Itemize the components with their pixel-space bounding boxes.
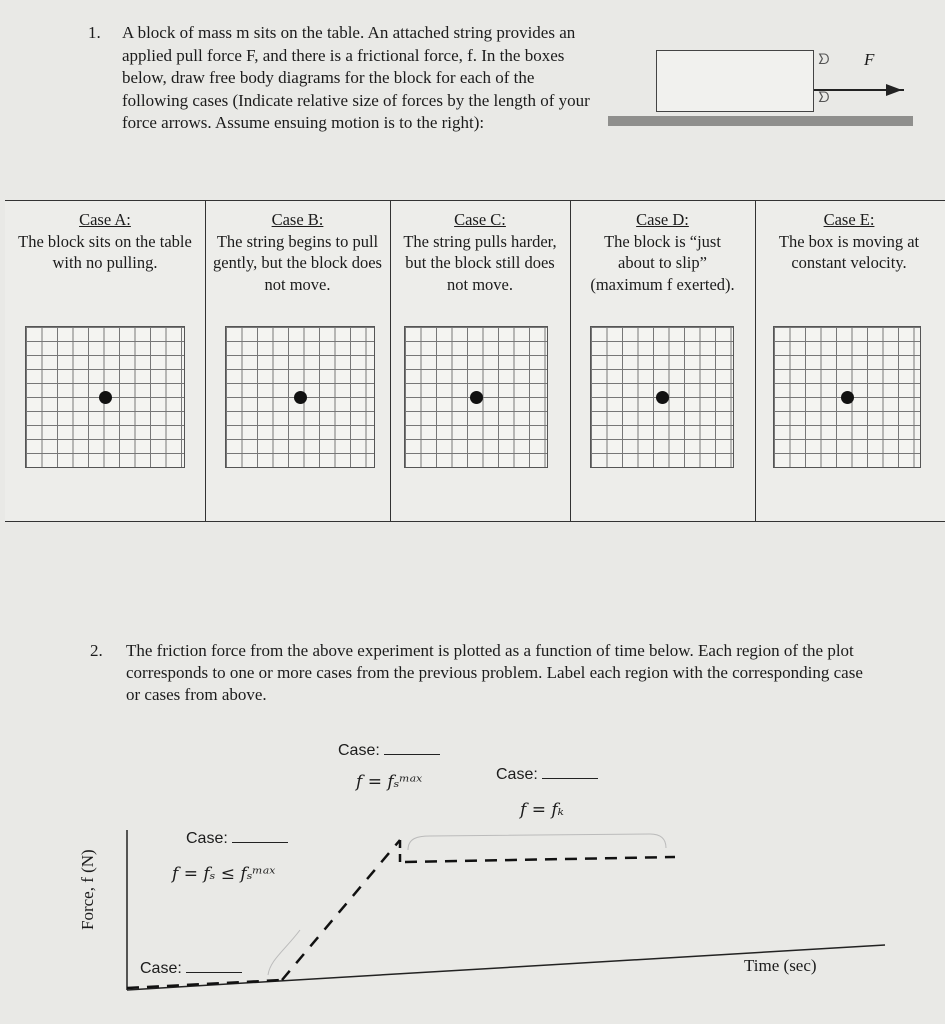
y-axis-label: Force, f (N) bbox=[78, 849, 97, 930]
case-blank-max[interactable] bbox=[384, 754, 440, 755]
equation-max: f = fₛᵐᵃˣ bbox=[356, 772, 423, 792]
region-zero bbox=[127, 980, 282, 988]
case-d-description: The block is “just about to slip” (maximum f exerted). bbox=[590, 231, 735, 294]
case-label-max: Case: bbox=[338, 742, 440, 760]
case-e-description: The box is moving at constant velocity. bbox=[778, 231, 920, 272]
region-kinetic bbox=[405, 857, 675, 862]
region-static-rise bbox=[282, 840, 400, 980]
case-blank-zero[interactable] bbox=[186, 972, 242, 973]
case-c-title: Case C: bbox=[454, 210, 506, 229]
case-e-title: Case E: bbox=[823, 210, 875, 229]
static-bracket bbox=[268, 930, 300, 975]
case-b-description: The string begins to pull gently, but the block does not move. bbox=[213, 231, 382, 294]
case-b-title: Case B: bbox=[271, 210, 324, 229]
equation-kinetic: f = fₖ bbox=[520, 800, 564, 820]
hook-icon: ᗤ bbox=[818, 90, 830, 106]
hook-icon: ᗤ bbox=[818, 52, 830, 68]
case-label-static: Case: bbox=[186, 830, 288, 848]
equation-static: f = fₛ ≤ fₛᵐᵃˣ bbox=[172, 864, 276, 884]
x-axis-label: Time (sec) bbox=[744, 956, 817, 975]
question-2-number: 2. bbox=[90, 641, 103, 660]
case-blank-static[interactable] bbox=[232, 842, 288, 843]
case-a-description: The block sits on the table with no pulling. bbox=[18, 231, 192, 272]
case-label-zero: Case: bbox=[140, 960, 242, 978]
case-c-description: The string pulls harder, but the block still does not move. bbox=[403, 231, 557, 294]
question-2-text: The friction force from the above experiment is plotted as a function of time below. Each region of the plot corresponds to one or more cases from the previous problem. Label each region with the corresponding case or cases from above. bbox=[126, 641, 863, 704]
question-1-text: A block of mass m sits on the table. An attached string provides an applied pull force F, and there is a frictional force, f. In the boxes below, draw free body diagrams for the block for each of the following cases (Indicate relative size of forces by the length of your force arrows. Assume ensuing motion is to the right): bbox=[122, 23, 590, 132]
question-1-number: 1. bbox=[88, 23, 101, 42]
case-a-title: Case A: bbox=[79, 210, 131, 229]
case-label-kinetic: Case: bbox=[496, 766, 598, 784]
case-d-title: Case D: bbox=[636, 210, 689, 229]
force-label: F bbox=[864, 50, 875, 69]
kinetic-bracket bbox=[408, 834, 666, 850]
case-blank-kinetic[interactable] bbox=[542, 778, 598, 779]
